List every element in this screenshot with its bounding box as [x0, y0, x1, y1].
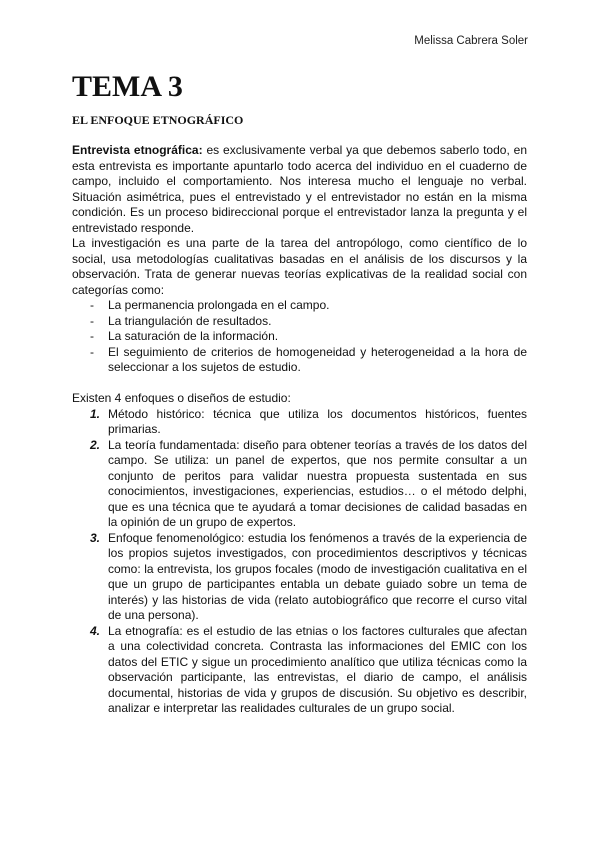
approach-number: 2. [90, 437, 101, 452]
categories-list [72, 298, 527, 376]
list-item [90, 329, 527, 345]
dash-bullet: - [90, 344, 94, 359]
intro-paragraph [72, 143, 527, 236]
approach-text: La teoría fundamentada: diseño para obtener teorías a través de los datos del campo. Se utiliza: un panel de expertos, que nos permite consultar a un conjunto de peritos para validar nuestra propuesta sustentada en sus conocimientos, investigaciones, experiencias, estudios… o el método delphi, que es una técnica que te ayudará a tomar decisiones de calidad basadas en la opinión de un grupo de expertos. [108, 437, 527, 529]
list-item-text: La permanencia prolongada en el campo. [108, 298, 330, 312]
approach-text: Enfoque fenomenológico: estudia los fenómenos a través de la experiencia de los propios sujetos investigados, con procedimientos descriptivos y técnicas como: la entrevista, los grupos focales (modo de investigación cualitativa en el que un grupo de participantes entabla un debate guiado sobre un tema de interés) y las historias de vida (relato autobiográfico que recorre el curso vital de una persona). [108, 530, 527, 622]
paragraph-spacer [72, 376, 527, 392]
research-paragraph: La investigación es una parte de la tarea del antropólogo, como científico de lo social, usa metodologías cualitativas basadas en el análisis de los discursos y la observación. Trata de generar nuevas teorías explicativas de la realidad social con categorías como: [72, 236, 527, 297]
list-item-text: La saturación de la información. [108, 329, 279, 343]
approaches-intro: Existen 4 enfoques o diseños de estudio: [72, 391, 291, 405]
intro-term: Entrevista etnográfica: [72, 143, 203, 157]
approach-number: 3. [90, 530, 101, 545]
approach-text: Método histórico: técnica que utiliza los documentos históricos, fuentes primarias. [108, 406, 527, 436]
approach-item-etnografia [90, 623, 527, 717]
list-item [90, 313, 527, 330]
document-body [72, 143, 527, 717]
approach-number: 1. [90, 406, 101, 421]
approach-item-teoria-fundamentada [90, 437, 527, 531]
author-name: Melissa Cabrera Soler [414, 35, 528, 47]
approach-item-historico [90, 406, 527, 438]
dash-bullet: - [90, 329, 94, 343]
list-item [90, 298, 527, 314]
list-item-text: El seguimiento de criterios de homogeneidad y heterogeneidad a la hora de seleccionar a los sujetos de estudio. [108, 344, 527, 374]
dash-bullet: - [90, 298, 94, 312]
list-item [90, 344, 527, 376]
dash-bullet: - [90, 313, 94, 328]
approach-text: La etnografía: es el estudio de las etnias o los factores culturales que afectan a una colectividad concreta. Contrasta las informaciones del EMIC con los datos del ETIC y sigue un procedimiento analítico que utiliza técnicas como la observación participante, las entrevistas, el diario de campo, el análisis documental, historias de vida y grupos de discusión. Su objetivo es describir, analizar e interpretar las realidades culturales de un grupo social. [108, 623, 527, 715]
page-title: TEMA 3 [72, 70, 183, 103]
approach-number: 4. [90, 623, 101, 638]
approaches-list [72, 407, 527, 717]
approach-item-fenomenologico [90, 530, 527, 624]
page-subtitle: EL ENFOQUE ETNOGRÁFICO [72, 113, 244, 127]
intro-text: es exclusivamente verbal ya que debemos saberlo todo, en esta entrevista es importante apuntarlo todo acerca del individuo en el cuaderno de campo, incluido el comportamiento. Nos interesa mucho el lenguaje no verbal. Situación asimétrica, pues el entrevistado y el entrevistador no están en la misma condición. Es un proceso bidireccional porque el entrevistador lanza la pregunta y el entrevistado responde. [72, 143, 527, 235]
list-item-text: La triangulación de resultados. [108, 313, 272, 328]
